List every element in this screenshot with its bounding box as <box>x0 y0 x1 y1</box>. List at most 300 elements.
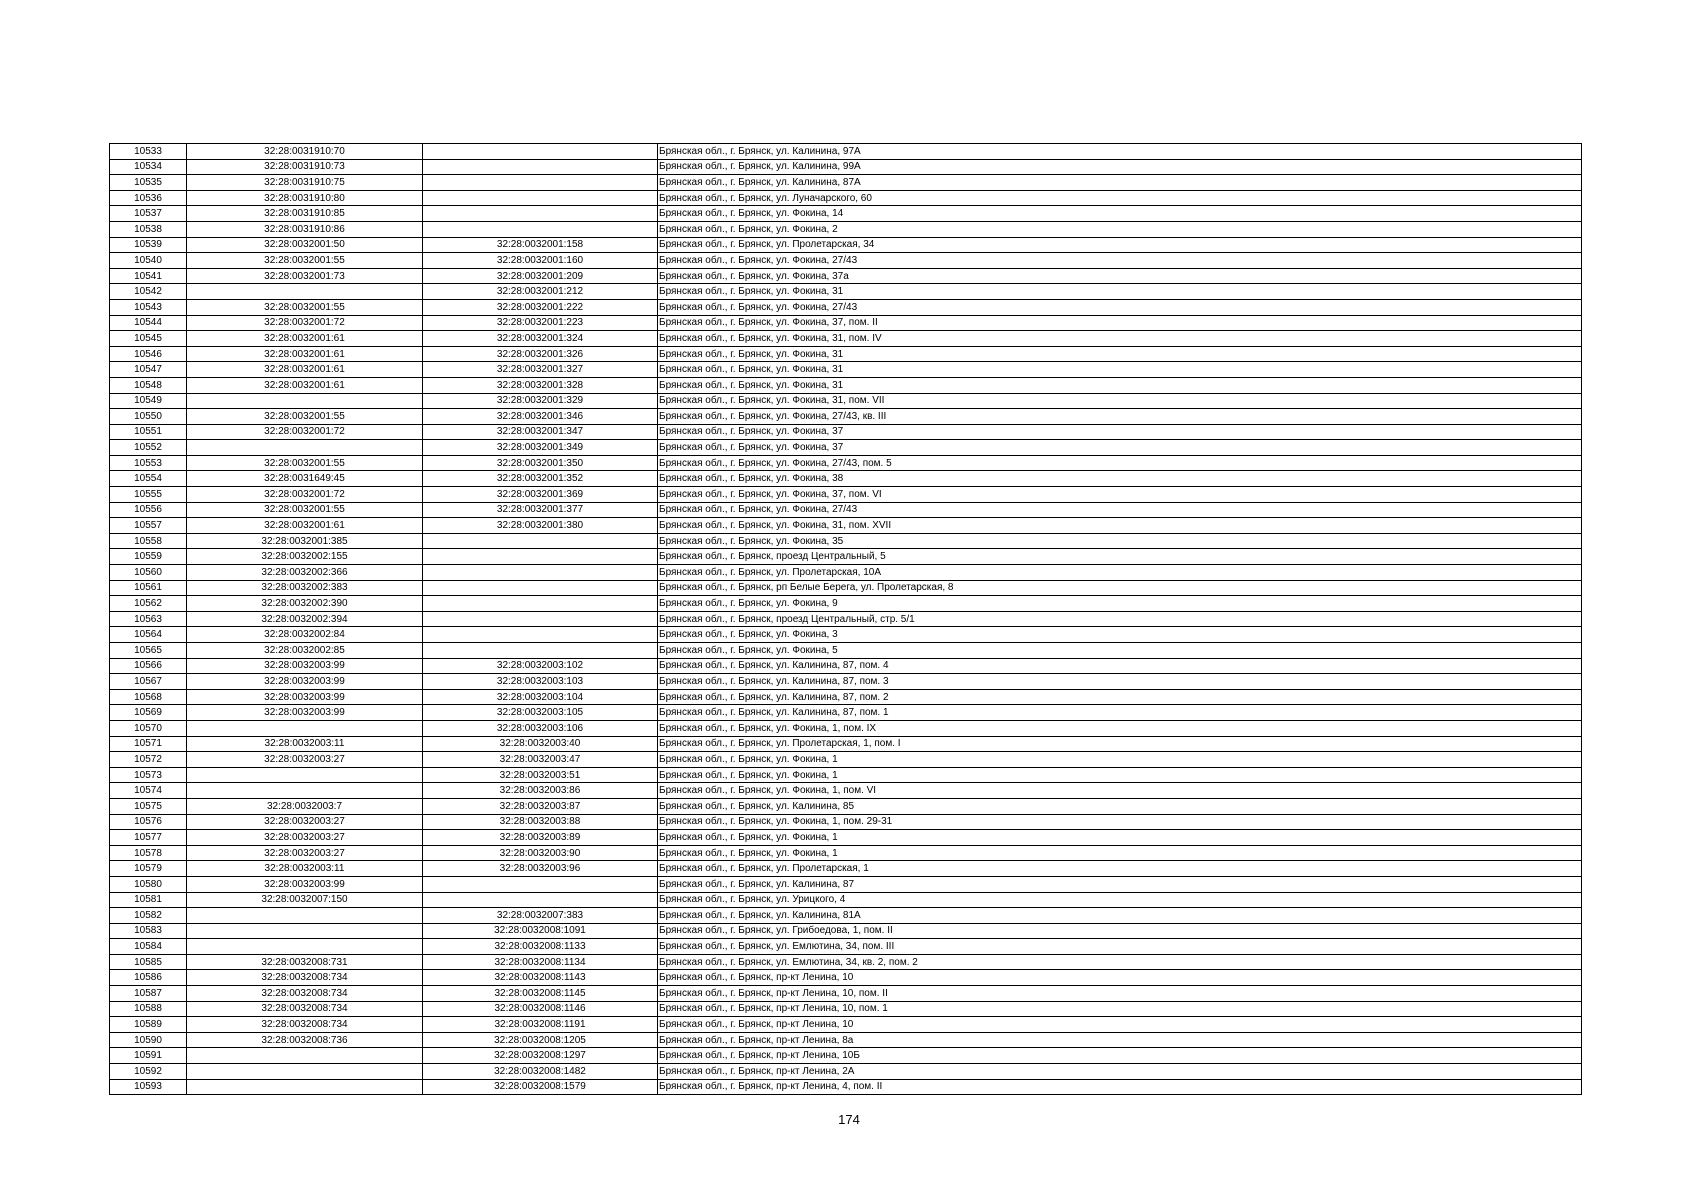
row-number-cell: 10569 <box>110 705 187 721</box>
address-cell: Брянская обл., г. Брянск, ул. Пролетарская, 34 <box>658 237 1582 253</box>
row-number-cell: 10541 <box>110 268 187 284</box>
table-row <box>110 284 1582 300</box>
related-cadastral-number-cell: 32:28:0032001:212 <box>423 284 658 300</box>
table-row <box>110 658 1582 674</box>
address-cell: Брянская обл., г. Брянск, ул. Фокина, 31, пом. IV <box>658 331 1582 347</box>
address-cell: Брянская обл., г. Брянск, ул. Фокина, 37а <box>658 268 1582 284</box>
related-cadastral-number-cell <box>423 565 658 581</box>
related-cadastral-number-cell: 32:28:0032003:40 <box>423 736 658 752</box>
table-row <box>110 190 1582 206</box>
related-cadastral-number-cell: 32:28:0032003:89 <box>423 830 658 846</box>
row-number-cell: 10550 <box>110 409 187 425</box>
address-cell: Брянская обл., г. Брянск, ул. Фокина, 1 <box>658 830 1582 846</box>
cadastral-number-cell: 32:28:0032001:61 <box>187 362 423 378</box>
table-row <box>110 315 1582 331</box>
table-row <box>110 876 1582 892</box>
related-cadastral-number-cell: 32:28:0032001:329 <box>423 393 658 409</box>
table-row <box>110 611 1582 627</box>
row-number-cell: 10579 <box>110 861 187 877</box>
row-number-cell: 10559 <box>110 549 187 565</box>
address-cell: Брянская обл., г. Брянск, ул. Фокина, 5 <box>658 643 1582 659</box>
cadastral-number-cell: 32:28:0032001:55 <box>187 502 423 518</box>
address-cell: Брянская обл., г. Брянск, ул. Фокина, 31 <box>658 346 1582 362</box>
related-cadastral-number-cell <box>423 175 658 191</box>
address-cell: Брянская обл., г. Брянск, ул. Фокина, 27/43, кв. III <box>658 409 1582 425</box>
address-cell: Брянская обл., г. Брянск, ул. Фокина, 31, пом. XVII <box>658 518 1582 534</box>
related-cadastral-number-cell: 32:28:0032001:380 <box>423 518 658 534</box>
related-cadastral-number-cell <box>423 580 658 596</box>
address-cell: Брянская обл., г. Брянск, пр-кт Ленина, 4, пом. II <box>658 1079 1582 1095</box>
related-cadastral-number-cell: 32:28:0032008:1091 <box>423 923 658 939</box>
related-cadastral-number-cell <box>423 221 658 237</box>
related-cadastral-number-cell <box>423 643 658 659</box>
table-row <box>110 845 1582 861</box>
row-number-cell: 10547 <box>110 362 187 378</box>
table-row <box>110 1001 1582 1017</box>
cadastral-number-cell: 32:28:0032001:61 <box>187 346 423 362</box>
address-cell: Брянская обл., г. Брянск, пр-кт Ленина, 8а <box>658 1032 1582 1048</box>
cadastral-number-cell: 32:28:0032001:55 <box>187 253 423 269</box>
related-cadastral-number-cell: 32:28:0032008:1145 <box>423 986 658 1002</box>
address-cell: Брянская обл., г. Брянск, ул. Калинина, 97А <box>658 144 1582 160</box>
table-row <box>110 471 1582 487</box>
address-cell: Брянская обл., г. Брянск, пр-кт Ленина, 10Б <box>658 1048 1582 1064</box>
related-cadastral-number-cell: 32:28:0032003:47 <box>423 752 658 768</box>
related-cadastral-number-cell: 32:28:0032003:90 <box>423 845 658 861</box>
row-number-cell: 10533 <box>110 144 187 160</box>
row-number-cell: 10571 <box>110 736 187 752</box>
address-cell: Брянская обл., г. Брянск, ул. Калинина, 85 <box>658 798 1582 814</box>
table-row <box>110 175 1582 191</box>
row-number-cell: 10558 <box>110 533 187 549</box>
address-cell: Брянская обл., г. Брянск, ул. Пролетарская, 1 <box>658 861 1582 877</box>
cadastral-number-cell: 32:28:0031910:85 <box>187 206 423 222</box>
related-cadastral-number-cell <box>423 627 658 643</box>
cadastral-number-cell: 32:28:0032003:99 <box>187 876 423 892</box>
cadastral-number-cell: 32:28:0032001:72 <box>187 315 423 331</box>
cadastral-number-cell: 32:28:0031649:45 <box>187 471 423 487</box>
address-cell: Брянская обл., г. Брянск, ул. Фокина, 9 <box>658 596 1582 612</box>
related-cadastral-number-cell: 32:28:0032008:1191 <box>423 1017 658 1033</box>
address-cell: Брянская обл., г. Брянск, ул. Фокина, 31 <box>658 377 1582 393</box>
address-cell: Брянская обл., г. Брянск, ул. Фокина, 1 <box>658 845 1582 861</box>
table-row <box>110 144 1582 160</box>
row-number-cell: 10584 <box>110 939 187 955</box>
related-cadastral-number-cell: 32:28:0032008:1297 <box>423 1048 658 1064</box>
cadastral-number-cell: 32:28:0032002:390 <box>187 596 423 612</box>
cadastral-number-cell: 32:28:0032001:61 <box>187 518 423 534</box>
related-cadastral-number-cell: 32:28:0032008:1143 <box>423 970 658 986</box>
cadastral-number-cell: 32:28:0032003:11 <box>187 736 423 752</box>
address-cell: Брянская обл., г. Брянск, ул. Фокина, 31 <box>658 284 1582 300</box>
row-number-cell: 10567 <box>110 674 187 690</box>
row-number-cell: 10546 <box>110 346 187 362</box>
table-row <box>110 954 1582 970</box>
cadastral-number-cell: 32:28:0032003:27 <box>187 814 423 830</box>
table-row <box>110 237 1582 253</box>
related-cadastral-number-cell: 32:28:0032008:1146 <box>423 1001 658 1017</box>
address-cell: Брянская обл., г. Брянск, проезд Центральный, 5 <box>658 549 1582 565</box>
address-cell: Брянская обл., г. Брянск, ул. Калинина, 99А <box>658 159 1582 175</box>
related-cadastral-number-cell: 32:28:0032003:86 <box>423 783 658 799</box>
row-number-cell: 10593 <box>110 1079 187 1095</box>
row-number-cell: 10586 <box>110 970 187 986</box>
row-number-cell: 10572 <box>110 752 187 768</box>
row-number-cell: 10574 <box>110 783 187 799</box>
row-number-cell: 10534 <box>110 159 187 175</box>
address-cell: Брянская обл., г. Брянск, ул. Фокина, 1 <box>658 767 1582 783</box>
related-cadastral-number-cell <box>423 159 658 175</box>
row-number-cell: 10542 <box>110 284 187 300</box>
related-cadastral-number-cell <box>423 892 658 908</box>
table-row <box>110 861 1582 877</box>
cadastral-number-cell: 32:28:0032003:27 <box>187 752 423 768</box>
cadastral-number-cell: 32:28:0032002:366 <box>187 565 423 581</box>
cadastral-number-cell: 32:28:0032001:55 <box>187 409 423 425</box>
row-number-cell: 10543 <box>110 299 187 315</box>
related-cadastral-number-cell: 32:28:0032003:104 <box>423 689 658 705</box>
address-cell: Брянская обл., г. Брянск, ул. Фокина, 35 <box>658 533 1582 549</box>
cadastral-number-cell: 32:28:0032001:61 <box>187 331 423 347</box>
cadastral-number-cell: 32:28:0032001:50 <box>187 237 423 253</box>
table-row <box>110 518 1582 534</box>
cadastral-number-cell: 32:28:0032008:731 <box>187 954 423 970</box>
address-cell: Брянская обл., г. Брянск, ул. Фокина, 38 <box>658 471 1582 487</box>
row-number-cell: 10557 <box>110 518 187 534</box>
cadastral-number-cell: 32:28:0032008:734 <box>187 1017 423 1033</box>
row-number-cell: 10562 <box>110 596 187 612</box>
cadastral-number-cell: 32:28:0031910:70 <box>187 144 423 160</box>
table-row <box>110 798 1582 814</box>
related-cadastral-number-cell: 32:28:0032001:327 <box>423 362 658 378</box>
table-row <box>110 565 1582 581</box>
related-cadastral-number-cell <box>423 190 658 206</box>
row-number-cell: 10554 <box>110 471 187 487</box>
cadastral-number-cell: 32:28:0032001:55 <box>187 455 423 471</box>
table-row <box>110 814 1582 830</box>
table-row <box>110 299 1582 315</box>
row-number-cell: 10589 <box>110 1017 187 1033</box>
row-number-cell: 10561 <box>110 580 187 596</box>
address-cell: Брянская обл., г. Брянск, ул. Пролетарская, 10А <box>658 565 1582 581</box>
cadastral-number-cell: 32:28:0032002:85 <box>187 643 423 659</box>
cadastral-number-cell <box>187 720 423 736</box>
address-cell: Брянская обл., г. Брянск, пр-кт Ленина, 10 <box>658 970 1582 986</box>
related-cadastral-number-cell: 32:28:0032008:1205 <box>423 1032 658 1048</box>
cadastral-number-cell: 32:28:0032002:383 <box>187 580 423 596</box>
related-cadastral-number-cell: 32:28:0032003:87 <box>423 798 658 814</box>
cadastral-number-cell: 32:28:0031910:80 <box>187 190 423 206</box>
page-number: 174 <box>838 1112 860 1127</box>
row-number-cell: 10573 <box>110 767 187 783</box>
related-cadastral-number-cell: 32:28:0032003:103 <box>423 674 658 690</box>
related-cadastral-number-cell: 32:28:0032003:106 <box>423 720 658 736</box>
row-number-cell: 10575 <box>110 798 187 814</box>
address-cell: Брянская обл., г. Брянск, пр-кт Ленина, 10, пом. 1 <box>658 1001 1582 1017</box>
table-row <box>110 970 1582 986</box>
row-number-cell: 10535 <box>110 175 187 191</box>
table-row <box>110 892 1582 908</box>
related-cadastral-number-cell: 32:28:0032001:347 <box>423 424 658 440</box>
table-row <box>110 674 1582 690</box>
table-row <box>110 767 1582 783</box>
table-row <box>110 549 1582 565</box>
row-number-cell: 10585 <box>110 954 187 970</box>
cadastral-number-cell <box>187 1064 423 1080</box>
row-number-cell: 10544 <box>110 315 187 331</box>
address-cell: Брянская обл., г. Брянск, ул. Фокина, 37, пом. VI <box>658 487 1582 503</box>
table-row <box>110 720 1582 736</box>
address-cell: Брянская обл., г. Брянск, ул. Урицкого, 4 <box>658 892 1582 908</box>
cadastral-number-cell <box>187 1048 423 1064</box>
cadastral-number-cell: 32:28:0032002:84 <box>187 627 423 643</box>
cadastral-number-cell: 32:28:0032003:27 <box>187 830 423 846</box>
row-number-cell: 10540 <box>110 253 187 269</box>
row-number-cell: 10551 <box>110 424 187 440</box>
row-number-cell: 10552 <box>110 440 187 456</box>
row-number-cell: 10549 <box>110 393 187 409</box>
cadastral-number-cell: 32:28:0032003:27 <box>187 845 423 861</box>
related-cadastral-number-cell: 32:28:0032001:326 <box>423 346 658 362</box>
cadastral-number-cell: 32:28:0032001:55 <box>187 299 423 315</box>
related-cadastral-number-cell: 32:28:0032001:160 <box>423 253 658 269</box>
table-row <box>110 1048 1582 1064</box>
related-cadastral-number-cell: 32:28:0032001:350 <box>423 455 658 471</box>
related-cadastral-number-cell <box>423 876 658 892</box>
row-number-cell: 10536 <box>110 190 187 206</box>
related-cadastral-number-cell: 32:28:0032001:377 <box>423 502 658 518</box>
cadastral-number-cell: 32:28:0032001:72 <box>187 424 423 440</box>
table-row <box>110 596 1582 612</box>
address-cell: Брянская обл., г. Брянск, ул. Фокина, 1 <box>658 752 1582 768</box>
related-cadastral-number-cell: 32:28:0032001:369 <box>423 487 658 503</box>
row-number-cell: 10570 <box>110 720 187 736</box>
cadastral-number-cell: 32:28:0032001:72 <box>187 487 423 503</box>
row-number-cell: 10592 <box>110 1064 187 1080</box>
table-row <box>110 393 1582 409</box>
cadastral-number-cell: 32:28:0032001:61 <box>187 377 423 393</box>
row-number-cell: 10578 <box>110 845 187 861</box>
related-cadastral-number-cell: 32:28:0032001:324 <box>423 331 658 347</box>
address-cell: Брянская обл., г. Брянск, ул. Калинина, 81А <box>658 908 1582 924</box>
cadastral-number-cell: 32:28:0031910:75 <box>187 175 423 191</box>
table-row <box>110 689 1582 705</box>
related-cadastral-number-cell: 32:28:0032003:96 <box>423 861 658 877</box>
cadastral-number-cell <box>187 939 423 955</box>
table-row <box>110 736 1582 752</box>
row-number-cell: 10539 <box>110 237 187 253</box>
table-row <box>110 440 1582 456</box>
related-cadastral-number-cell: 32:28:0032001:223 <box>423 315 658 331</box>
table-row <box>110 487 1582 503</box>
cadastral-number-cell: 32:28:0032002:394 <box>187 611 423 627</box>
address-cell: Брянская обл., г. Брянск, ул. Фокина, 14 <box>658 206 1582 222</box>
row-number-cell: 10548 <box>110 377 187 393</box>
table-row <box>110 1017 1582 1033</box>
cadastral-number-cell <box>187 393 423 409</box>
row-number-cell: 10553 <box>110 455 187 471</box>
row-number-cell: 10538 <box>110 221 187 237</box>
related-cadastral-number-cell: 32:28:0032001:346 <box>423 409 658 425</box>
table-row <box>110 1079 1582 1095</box>
address-cell: Брянская обл., г. Брянск, ул. Луначарского, 60 <box>658 190 1582 206</box>
cadastral-number-cell: 32:28:0032001:73 <box>187 268 423 284</box>
address-cell: Брянская обл., г. Брянск, ул. Фокина, 1, пом. 29-31 <box>658 814 1582 830</box>
table-row <box>110 1064 1582 1080</box>
table-row <box>110 939 1582 955</box>
address-cell: Брянская обл., г. Брянск, ул. Фокина, 3 <box>658 627 1582 643</box>
cadastral-table <box>109 143 1582 1095</box>
cadastral-number-cell: 32:28:0031910:86 <box>187 221 423 237</box>
row-number-cell: 10568 <box>110 689 187 705</box>
table-row <box>110 377 1582 393</box>
row-number-cell: 10565 <box>110 643 187 659</box>
address-cell: Брянская обл., г. Брянск, ул. Калинина, 87, пом. 4 <box>658 658 1582 674</box>
row-number-cell: 10576 <box>110 814 187 830</box>
address-cell: Брянская обл., г. Брянск, ул. Емлютина, 34, кв. 2, пом. 2 <box>658 954 1582 970</box>
cadastral-number-cell <box>187 767 423 783</box>
cadastral-number-cell: 32:28:0032008:734 <box>187 986 423 1002</box>
cadastral-number-cell: 32:28:0032003:11 <box>187 861 423 877</box>
table-row <box>110 253 1582 269</box>
row-number-cell: 10591 <box>110 1048 187 1064</box>
address-cell: Брянская обл., г. Брянск, ул. Фокина, 37, пом. II <box>658 315 1582 331</box>
related-cadastral-number-cell: 32:28:0032007:383 <box>423 908 658 924</box>
address-cell: Брянская обл., г. Брянск, ул. Грибоедова, 1, пом. II <box>658 923 1582 939</box>
related-cadastral-number-cell: 32:28:0032001:349 <box>423 440 658 456</box>
related-cadastral-number-cell: 32:28:0032003:105 <box>423 705 658 721</box>
address-cell: Брянская обл., г. Брянск, ул. Калинина, 87 <box>658 876 1582 892</box>
table-row <box>110 986 1582 1002</box>
row-number-cell: 10545 <box>110 331 187 347</box>
address-cell: Брянская обл., г. Брянск, ул. Фокина, 1, пом. VI <box>658 783 1582 799</box>
cadastral-number-cell: 32:28:0032002:155 <box>187 549 423 565</box>
related-cadastral-number-cell: 32:28:0032008:1134 <box>423 954 658 970</box>
table-row <box>110 1032 1582 1048</box>
related-cadastral-number-cell: 32:28:0032001:158 <box>423 237 658 253</box>
cadastral-number-cell: 32:28:0031910:73 <box>187 159 423 175</box>
table-body <box>110 144 1582 1095</box>
row-number-cell: 10560 <box>110 565 187 581</box>
address-cell: Брянская обл., г. Брянск, ул. Фокина, 31, пом. VII <box>658 393 1582 409</box>
table-row <box>110 533 1582 549</box>
table-row <box>110 923 1582 939</box>
cadastral-number-cell: 32:28:0032003:99 <box>187 689 423 705</box>
related-cadastral-number-cell: 32:28:0032008:1133 <box>423 939 658 955</box>
address-cell: Брянская обл., г. Брянск, ул. Фокина, 37 <box>658 440 1582 456</box>
cadastral-number-cell: 32:28:0032003:99 <box>187 705 423 721</box>
row-number-cell: 10556 <box>110 502 187 518</box>
row-number-cell: 10577 <box>110 830 187 846</box>
related-cadastral-number-cell <box>423 144 658 160</box>
cadastral-number-cell <box>187 923 423 939</box>
table-row <box>110 409 1582 425</box>
related-cadastral-number-cell <box>423 611 658 627</box>
table-row <box>110 362 1582 378</box>
related-cadastral-number-cell: 32:28:0032008:1579 <box>423 1079 658 1095</box>
row-number-cell: 10566 <box>110 658 187 674</box>
table-row <box>110 752 1582 768</box>
table-row <box>110 331 1582 347</box>
related-cadastral-number-cell <box>423 549 658 565</box>
cadastral-number-cell: 32:28:0032008:736 <box>187 1032 423 1048</box>
cadastral-number-cell <box>187 908 423 924</box>
table-row <box>110 221 1582 237</box>
row-number-cell: 10587 <box>110 986 187 1002</box>
cadastral-number-cell: 32:28:0032003:99 <box>187 658 423 674</box>
related-cadastral-number-cell: 32:28:0032001:222 <box>423 299 658 315</box>
cadastral-number-cell: 32:28:0032001:385 <box>187 533 423 549</box>
address-cell: Брянская обл., г. Брянск, пр-кт Ленина, 10 <box>658 1017 1582 1033</box>
related-cadastral-number-cell: 32:28:0032001:209 <box>423 268 658 284</box>
address-cell: Брянская обл., г. Брянск, ул. Фокина, 31 <box>658 362 1582 378</box>
cadastral-number-cell: 32:28:0032008:734 <box>187 1001 423 1017</box>
address-cell: Брянская обл., г. Брянск, ул. Фокина, 37 <box>658 424 1582 440</box>
address-cell: Брянская обл., г. Брянск, ул. Фокина, 27/43 <box>658 299 1582 315</box>
cadastral-number-cell <box>187 1079 423 1095</box>
related-cadastral-number-cell: 32:28:0032001:328 <box>423 377 658 393</box>
address-cell: Брянская обл., г. Брянск, проезд Центральный, стр. 5/1 <box>658 611 1582 627</box>
table-row <box>110 908 1582 924</box>
cadastral-number-cell <box>187 440 423 456</box>
address-cell: Брянская обл., г. Брянск, ул. Фокина, 27/43 <box>658 253 1582 269</box>
table-row <box>110 705 1582 721</box>
table-row <box>110 502 1582 518</box>
related-cadastral-number-cell: 32:28:0032003:88 <box>423 814 658 830</box>
related-cadastral-number-cell <box>423 206 658 222</box>
cadastral-number-cell: 32:28:0032008:734 <box>187 970 423 986</box>
address-cell: Брянская обл., г. Брянск, ул. Калинина, 87, пом. 2 <box>658 689 1582 705</box>
row-number-cell: 10580 <box>110 876 187 892</box>
row-number-cell: 10563 <box>110 611 187 627</box>
address-cell: Брянская обл., г. Брянск, ул. Калинина, 87, пом. 1 <box>658 705 1582 721</box>
table-row <box>110 346 1582 362</box>
table-row <box>110 643 1582 659</box>
table-row <box>110 783 1582 799</box>
row-number-cell: 10582 <box>110 908 187 924</box>
row-number-cell: 10588 <box>110 1001 187 1017</box>
row-number-cell: 10555 <box>110 487 187 503</box>
cadastral-number-cell: 32:28:0032003:99 <box>187 674 423 690</box>
related-cadastral-number-cell: 32:28:0032001:352 <box>423 471 658 487</box>
table-row <box>110 830 1582 846</box>
address-cell: Брянская обл., г. Брянск, пр-кт Ленина, 2А <box>658 1064 1582 1080</box>
cadastral-number-cell <box>187 284 423 300</box>
row-number-cell: 10581 <box>110 892 187 908</box>
cadastral-number-cell: 32:28:0032003:7 <box>187 798 423 814</box>
row-number-cell: 10564 <box>110 627 187 643</box>
table-row <box>110 455 1582 471</box>
address-cell: Брянская обл., г. Брянск, ул. Емлютина, 34, пом. III <box>658 939 1582 955</box>
row-number-cell: 10537 <box>110 206 187 222</box>
address-cell: Брянская обл., г. Брянск, рп Белые Берега, ул. Пролетарская, 8 <box>658 580 1582 596</box>
address-cell: Брянская обл., г. Брянск, ул. Фокина, 1, пом. IX <box>658 720 1582 736</box>
table-row <box>110 627 1582 643</box>
related-cadastral-number-cell <box>423 596 658 612</box>
address-cell: Брянская обл., г. Брянск, ул. Фокина, 27/43 <box>658 502 1582 518</box>
address-cell: Брянская обл., г. Брянск, ул. Пролетарская, 1, пом. I <box>658 736 1582 752</box>
address-cell: Брянская обл., г. Брянск, ул. Калинина, 87, пом. 3 <box>658 674 1582 690</box>
table-row <box>110 159 1582 175</box>
table-row <box>110 206 1582 222</box>
address-cell: Брянская обл., г. Брянск, ул. Калинина, 87А <box>658 175 1582 191</box>
address-cell: Брянская обл., г. Брянск, ул. Фокина, 27/43, пом. 5 <box>658 455 1582 471</box>
address-cell: Брянская обл., г. Брянск, пр-кт Ленина, 10, пом. II <box>658 986 1582 1002</box>
related-cadastral-number-cell: 32:28:0032003:51 <box>423 767 658 783</box>
row-number-cell: 10590 <box>110 1032 187 1048</box>
cadastral-number-cell: 32:28:0032007:150 <box>187 892 423 908</box>
related-cadastral-number-cell: 32:28:0032003:102 <box>423 658 658 674</box>
